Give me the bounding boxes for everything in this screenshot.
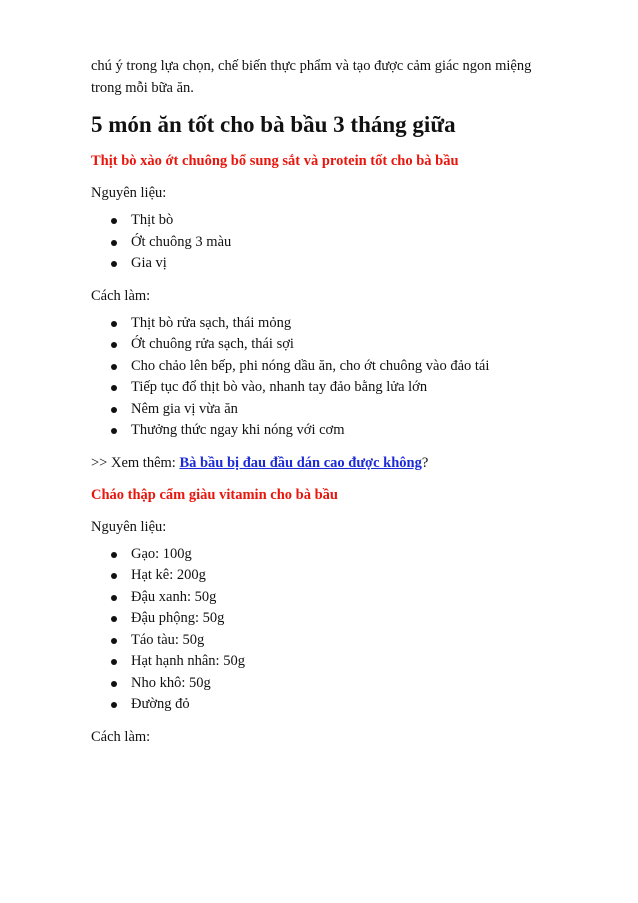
list-item: Hạt kê: 200g <box>111 565 598 587</box>
dish-2-ingredients-label: Nguyên liệu: <box>91 518 167 535</box>
list-item: Gia vị <box>111 253 598 275</box>
dish-1-ingredients-list <box>91 210 598 275</box>
see-more-prefix: >> Xem thêm: <box>91 454 180 471</box>
list-item: Ớt chuông rửa sạch, thái sợi <box>111 334 598 356</box>
list-item: Nêm gia vị vừa ăn <box>111 399 598 421</box>
bullet-icon <box>111 321 117 327</box>
list-item: Ớt chuông 3 màu <box>111 232 598 254</box>
bullet-icon <box>111 638 117 644</box>
list-item: Nho khô: 50g <box>111 673 598 695</box>
list-item: Thưởng thức ngay khi nóng với cơm <box>111 420 598 442</box>
bullet-icon <box>111 364 117 370</box>
dish-2-method-label: Cách làm: <box>91 728 151 745</box>
intro-line-2: trong mỗi bữa ăn. <box>91 80 194 96</box>
intro-line-1: chú ý trong lựa chọn, chế biến thực phẩm và tạo được cảm giác ngon miệng <box>91 58 532 74</box>
list-item: Đậu xanh: 50g <box>111 587 598 609</box>
list-item: Tiếp tục đổ thịt bò vào, nhanh tay đảo bằng lửa lớn <box>111 377 598 399</box>
bullet-icon <box>111 342 117 348</box>
dish-1-steps-list <box>91 313 598 442</box>
bullet-icon <box>111 407 117 413</box>
dish-1-ingredients-label: Nguyên liệu: <box>91 185 167 201</box>
list-item: Hạt hạnh nhân: 50g <box>111 651 598 673</box>
bullet-icon <box>111 616 117 622</box>
bullet-icon <box>111 573 117 579</box>
bullet-icon <box>111 659 117 665</box>
bullet-icon <box>111 218 117 224</box>
list-item: Táo tàu: 50g <box>111 630 598 652</box>
see-more-link[interactable]: Bà bầu bị đau đầu dán cao được không <box>179 454 422 471</box>
list-item: Đậu phộng: 50g <box>111 608 598 630</box>
dish-2-ingredients-list <box>91 544 598 716</box>
bullet-icon <box>111 595 117 601</box>
dish-1-method-label: Cách làm: <box>91 287 151 304</box>
bullet-icon <box>111 261 117 267</box>
list-item: Thịt bò rửa sạch, thái mỏng <box>111 313 598 335</box>
bullet-icon <box>111 428 117 434</box>
see-more-line <box>91 452 598 474</box>
dish-2-title: Cháo thập cẩm giàu vitamin cho bà bầu <box>91 486 338 503</box>
bullet-icon <box>111 681 117 687</box>
dish-1-title: Thịt bò xào ớt chuông bổ sung sắt và protein tốt cho bà bầu <box>91 153 459 169</box>
bullet-icon <box>111 552 117 558</box>
list-item: Gạo: 100g <box>111 544 598 566</box>
list-item: Cho chảo lên bếp, phi nóng dầu ăn, cho ớt chuông vào đảo tái <box>111 356 598 378</box>
intro-paragraph <box>91 55 598 99</box>
bullet-icon <box>111 240 117 246</box>
bullet-icon <box>111 702 117 708</box>
list-item: Thịt bò <box>111 210 598 232</box>
bullet-icon <box>111 385 117 391</box>
see-more-suffix: ? <box>421 454 429 471</box>
list-item: Đường đỏ <box>111 694 598 716</box>
section-title: 5 món ăn tốt cho bà bầu 3 tháng giữa <box>91 112 456 137</box>
